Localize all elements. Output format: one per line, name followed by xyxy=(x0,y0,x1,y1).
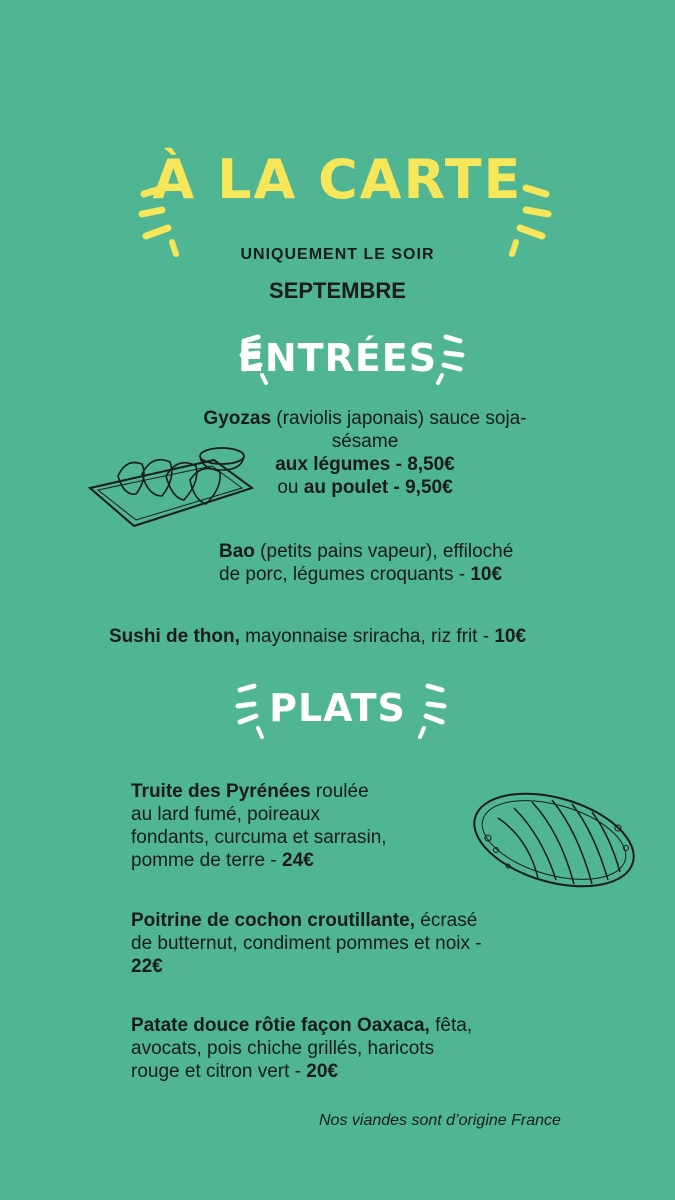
truite-desc-line1: roulée xyxy=(310,781,369,802)
patate-desc-line1: fêta, xyxy=(429,1015,473,1036)
gyozas-item xyxy=(170,407,560,499)
plats-heading: PLATS xyxy=(269,686,406,730)
menu-subtitle: UNIQUEMENT LE SOIR xyxy=(240,246,435,263)
truite-desc-line3: fondants, curcuma et sarrasin, xyxy=(131,827,387,848)
poitrine-desc-line1: écrasé xyxy=(414,910,478,931)
gyozas-option-vegetables: aux légumes - 8,50€ xyxy=(275,454,455,475)
bao-price: 10€ xyxy=(470,564,503,585)
gyozas-name: Gyozas xyxy=(203,408,272,429)
bao-name: Bao xyxy=(219,541,255,562)
patate-desc-line3: rouge et citron vert - xyxy=(131,1061,307,1082)
poitrine-name: Poitrine de cochon croutillante, xyxy=(131,910,415,931)
truite-price: 24€ xyxy=(282,850,314,871)
sushi-price: 10€ xyxy=(494,626,527,647)
poitrine-item xyxy=(131,909,651,978)
sushi-desc: mayonnaise sriracha, riz frit - xyxy=(239,626,495,647)
gyozas-option-prefix: ou xyxy=(277,477,304,498)
sushi-item xyxy=(109,625,629,648)
truite-desc-line4: pomme de terre - xyxy=(131,850,282,871)
menu-title: À LA CARTE xyxy=(152,148,523,211)
gyozas-desc-line1: (raviolis japonais) sauce soja- xyxy=(271,408,527,429)
gyozas-option-chicken: au poulet - 9,50€ xyxy=(303,477,453,498)
sushi-name: Sushi de thon, xyxy=(109,626,240,647)
bao-desc-line1: (petits pains vapeur), effiloché xyxy=(254,541,514,562)
truite-desc-line2: au lard fumé, poireaux xyxy=(131,804,321,825)
patate-item xyxy=(131,1014,651,1083)
bao-desc-line2: de porc, légumes croquants - xyxy=(219,564,471,585)
patate-price: 20€ xyxy=(306,1061,338,1082)
origin-note: Nos viandes sont d’origine France xyxy=(319,1112,561,1129)
patate-name: Patate douce rôtie façon Oaxaca, xyxy=(131,1015,430,1036)
poitrine-desc-line2: de butternut, condiment pommes et noix - xyxy=(131,933,482,954)
patate-desc-line2: avocats, pois chiche grillés, haricots xyxy=(131,1038,435,1059)
poitrine-price: 22€ xyxy=(131,956,163,977)
menu-month: SEPTEMBRE xyxy=(269,278,406,303)
gyozas-desc-line2: sésame xyxy=(331,431,399,452)
truite-item xyxy=(131,780,461,872)
truite-name: Truite des Pyrénées xyxy=(131,781,311,802)
entrees-heading: ENTRÉES xyxy=(237,336,438,380)
fish-dish-illustration xyxy=(468,788,644,898)
bao-item xyxy=(219,540,599,586)
